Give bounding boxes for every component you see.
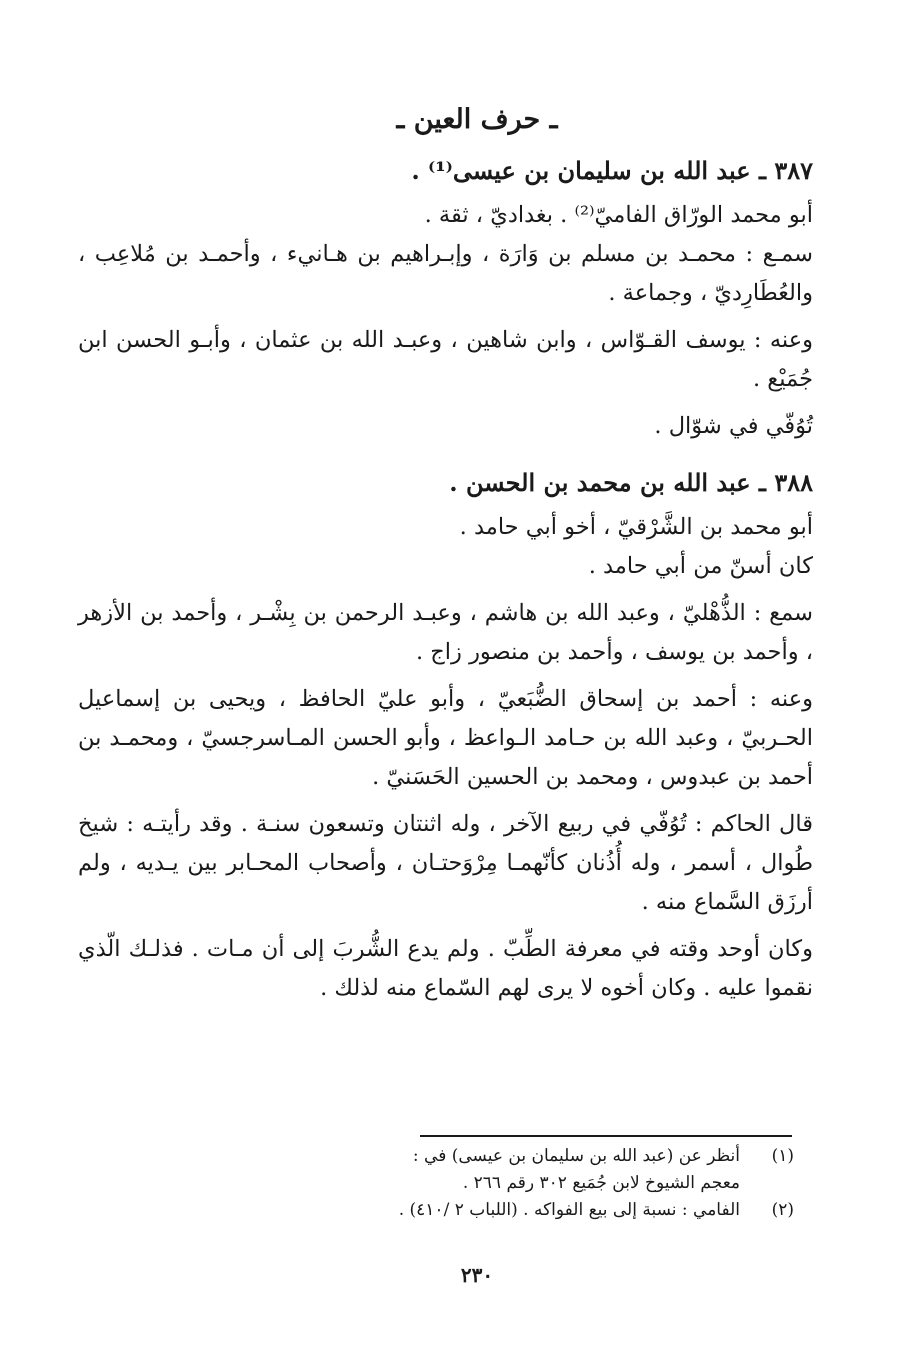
- entry-387: [78, 150, 813, 446]
- entry-students: وعنه : يوسف القـوّاس ، وابن شاهين ، وعبـد الله بن عثمان ، وأبـو الحسن ابن جُمَيْع .: [78, 327, 813, 392]
- footnotes: [154, 1143, 794, 1224]
- entry-hakim-quote: قال الحاكم : تُوُفّي في ربيع الآخر ، وله اثنتان وتسعون سنـة . وقد رأيتـه : شيخ طُوال ، أسمر ، وله أُذُنان كأنّهمـا مِرْوَحتـان ، وأصحاب المحـابر بين يـديه ، ولم أرزَق السَّماع منه .: [78, 811, 813, 915]
- entry-kunya: أبو محمد الورّاق الفاميّ⁽²⁾ . بغداديّ ، ثقة .: [424, 202, 813, 228]
- entry-teachers: سمـع : محمـد بن مسلم بن وَارَة ، وإبـراهيم بن هـانيء ، وأحمـد بن مُلاعِب ، والعُطَارِديّ ، وجماعة .: [78, 241, 813, 306]
- footnote-2: [154, 1197, 794, 1224]
- entry-teachers: سمع : الذُّهْليّ ، وعبد الله بن هاشم ، وعبـد الرحمن بن بِشْـر ، وأحمد بن الأزهر ، وأحمد بن يوسف ، وأحمد بن منصور زاج .: [78, 600, 813, 665]
- entry-note: كان أسنّ من أبي حامد .: [588, 553, 813, 579]
- footnote-divider: [420, 1135, 792, 1137]
- footnote-number: (٢): [771, 1200, 794, 1220]
- footnote-1: [154, 1143, 794, 1197]
- footnote-line: الفامي : نسبة إلى بيع الفواكه . (اللباب ٢ /٤١٠) .: [398, 1200, 740, 1220]
- entry-388: [78, 462, 813, 1008]
- page-number: ٢٣٠: [460, 1263, 494, 1287]
- entry-students: وعنه : أحمد بن إسحاق الضُّبَعيّ ، وأبو عليّ الحافظ ، ويحيى بن إسماعيل الحـربيّ ، وعبد الله بن حـامد الـواعظ ، وأبو الحسن المـاسرجسيّ ، ومحمـد بن أحمد بن عبدوس ، ومحمد بن الحسين الحَسَنيّ .: [78, 686, 813, 790]
- footnote-line: معجم الشيوخ لابن جُمَيع ٣٠٢ رقم ٢٦٦ .: [462, 1173, 740, 1193]
- entry-heading: ٣٨٧ ـ عبد الله بن سليمان بن عيسى⁽¹⁾ .: [411, 156, 813, 185]
- entry-death: تُوُفّي في شوّال .: [654, 413, 813, 439]
- entry-closing: وكان أوحد وقته في معرفة الطِّبّ . ولم يدع الشُّربَ إلى أن مـات . فذلـك الّذي نقموا عليه . وكان أخوه لا يرى لهم السّماع منه لذلك .: [78, 936, 813, 1001]
- entry-kunya: أبو محمد بن الشَّرْقيّ ، أخو أبي حامد .: [459, 514, 813, 540]
- page-body: [78, 150, 813, 1016]
- chapter-title: ـ حرف العين ـ: [396, 104, 558, 135]
- entry-heading: ٣٨٨ ـ عبد الله بن محمد بن الحسن .: [449, 468, 813, 497]
- footnote-line: أنظر عن (عبد الله بن سليمان بن عيسى) في :: [412, 1146, 740, 1166]
- footnote-number: (١): [771, 1146, 794, 1166]
